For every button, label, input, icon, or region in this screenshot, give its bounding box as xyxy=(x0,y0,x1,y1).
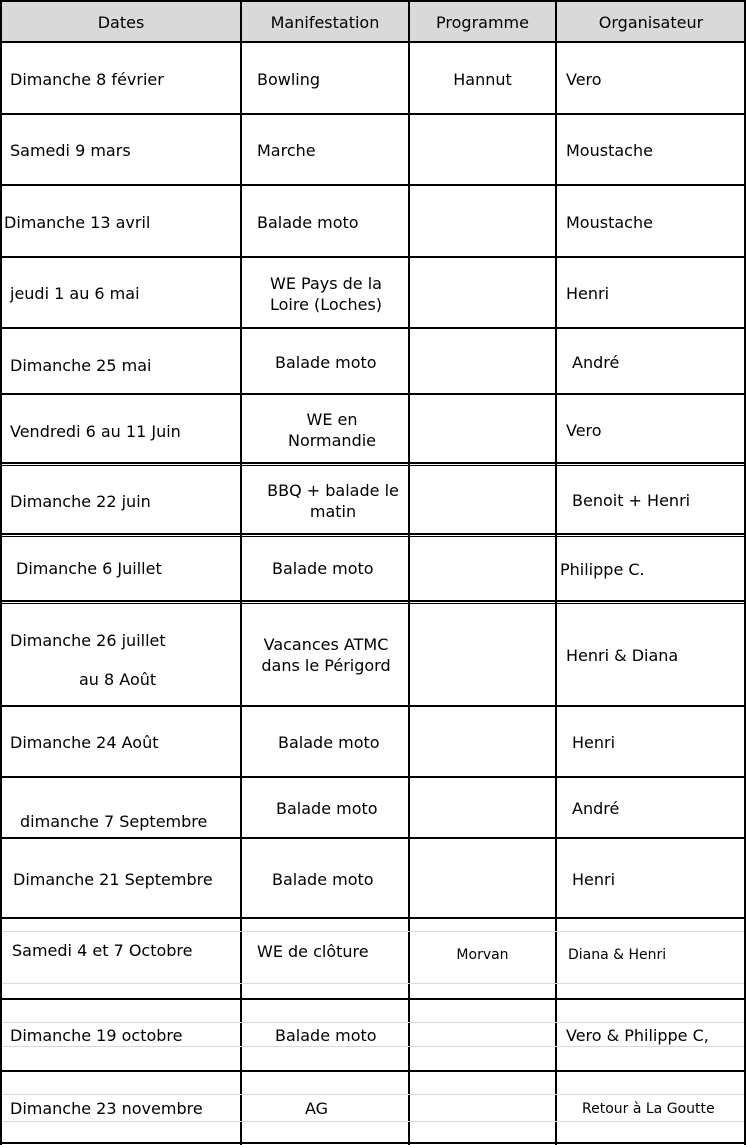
organisateur-cell: Benoit + Henri xyxy=(572,491,691,510)
date-cell: Dimanche 6 Juillet xyxy=(16,559,162,578)
manifestation-cell: WE de clôture xyxy=(257,942,369,961)
grid-line xyxy=(408,0,410,1145)
faint-gridline xyxy=(2,1094,744,1095)
manifestation-cell: WE Pays de la Loire (Loches) xyxy=(269,274,383,314)
organisateur-cell: Vero & Philippe C, xyxy=(566,1026,709,1045)
grid-line xyxy=(0,0,2,1145)
organisateur-cell: Henri xyxy=(566,284,610,303)
date-cell: jeudi 1 au 6 mai xyxy=(10,284,140,303)
date-cell: Dimanche 23 novembre xyxy=(10,1099,203,1118)
programme-cell: Hannut xyxy=(453,70,512,89)
organisateur-cell: Vero xyxy=(566,421,602,440)
manifestation-cell: Balade moto xyxy=(275,1026,377,1045)
grid-line xyxy=(0,393,745,395)
header-dates: Dates xyxy=(97,13,145,32)
grid-line xyxy=(0,603,745,604)
programme-cell: Morvan xyxy=(456,947,509,963)
organisateur-cell: Vero xyxy=(566,70,602,89)
date-cell: Samedi 4 et 7 Octobre xyxy=(12,941,193,960)
manifestation-cell: AG xyxy=(305,1099,329,1118)
grid-line xyxy=(0,256,745,258)
faint-gridline xyxy=(2,1046,744,1047)
organisateur-cell: Philippe C. xyxy=(560,560,645,579)
manifestation-cell: Balade moto xyxy=(278,733,380,752)
grid-line xyxy=(0,998,745,1000)
date-cell: Dimanche 13 avril xyxy=(4,213,151,232)
date-cell: dimanche 7 Septembre xyxy=(20,812,208,831)
manifestation-cell: Balade moto xyxy=(275,353,377,372)
grid-line xyxy=(0,0,745,2)
date-cell: Samedi 9 mars xyxy=(10,141,131,160)
organisateur-cell: André xyxy=(572,799,620,818)
header-manifestation: Manifestation xyxy=(270,13,380,32)
header-programme: Programme xyxy=(436,13,529,32)
date-cell: Vendredi 6 au 11 Juin xyxy=(10,422,181,441)
manifestation-cell: Marche xyxy=(257,141,316,160)
faint-gridline xyxy=(2,1022,744,1023)
grid-line xyxy=(0,41,745,43)
grid-line xyxy=(0,533,745,535)
date-cell: Dimanche 19 octobre xyxy=(10,1026,183,1045)
organisateur-cell: Moustache xyxy=(566,141,653,160)
manifestation-cell: Bowling xyxy=(257,70,321,89)
date-cell: Dimanche 26 juillet xyxy=(10,631,166,650)
grid-line xyxy=(0,327,745,329)
grid-line xyxy=(555,0,557,1145)
manifestation-cell: Balade moto xyxy=(272,870,374,889)
grid-line xyxy=(0,113,745,115)
header-organisateur: Organisateur xyxy=(598,13,704,32)
grid-line xyxy=(0,184,745,186)
date-cell: Dimanche 8 février xyxy=(10,70,164,89)
faint-gridline xyxy=(2,931,744,932)
organisateur-cell: Moustache xyxy=(566,213,653,232)
grid-line xyxy=(0,600,745,602)
manifestation-cell: Vacances ATMC dans le Périgord xyxy=(261,635,391,675)
organisateur-cell: Henri xyxy=(572,733,616,752)
date-cell: Dimanche 24 Août xyxy=(10,733,159,752)
grid-line xyxy=(0,776,745,778)
faint-gridline xyxy=(2,1121,744,1122)
grid-line xyxy=(0,917,745,919)
manifestation-cell: BBQ + balade le matin xyxy=(267,481,399,521)
organisateur-cell: André xyxy=(572,353,620,372)
grid-line xyxy=(0,837,745,839)
manifestation-cell: WE en Normandie xyxy=(287,410,377,450)
grid-line xyxy=(0,705,745,707)
grid-line xyxy=(0,462,745,464)
grid-line xyxy=(0,536,745,537)
date-cell: Dimanche 21 Septembre xyxy=(13,870,213,889)
organisateur-cell: Henri xyxy=(572,870,616,889)
grid-line xyxy=(0,465,745,466)
manifestation-cell: Balade moto xyxy=(272,559,374,578)
date-cell: Dimanche 22 juin xyxy=(10,492,151,511)
date-cell: Dimanche 25 mai xyxy=(10,356,152,375)
grid-line xyxy=(240,0,242,1145)
date-cell-line2: au 8 Août xyxy=(79,670,157,689)
grid-line xyxy=(0,1070,745,1072)
organisateur-cell: Henri & Diana xyxy=(566,646,679,665)
faint-gridline xyxy=(2,983,744,984)
organisateur-cell: Retour à La Goutte xyxy=(582,1101,715,1117)
organisateur-cell: Diana & Henri xyxy=(568,947,667,963)
manifestation-cell: Balade moto xyxy=(257,213,359,232)
grid-line xyxy=(0,1142,745,1144)
manifestation-cell: Balade moto xyxy=(276,799,378,818)
